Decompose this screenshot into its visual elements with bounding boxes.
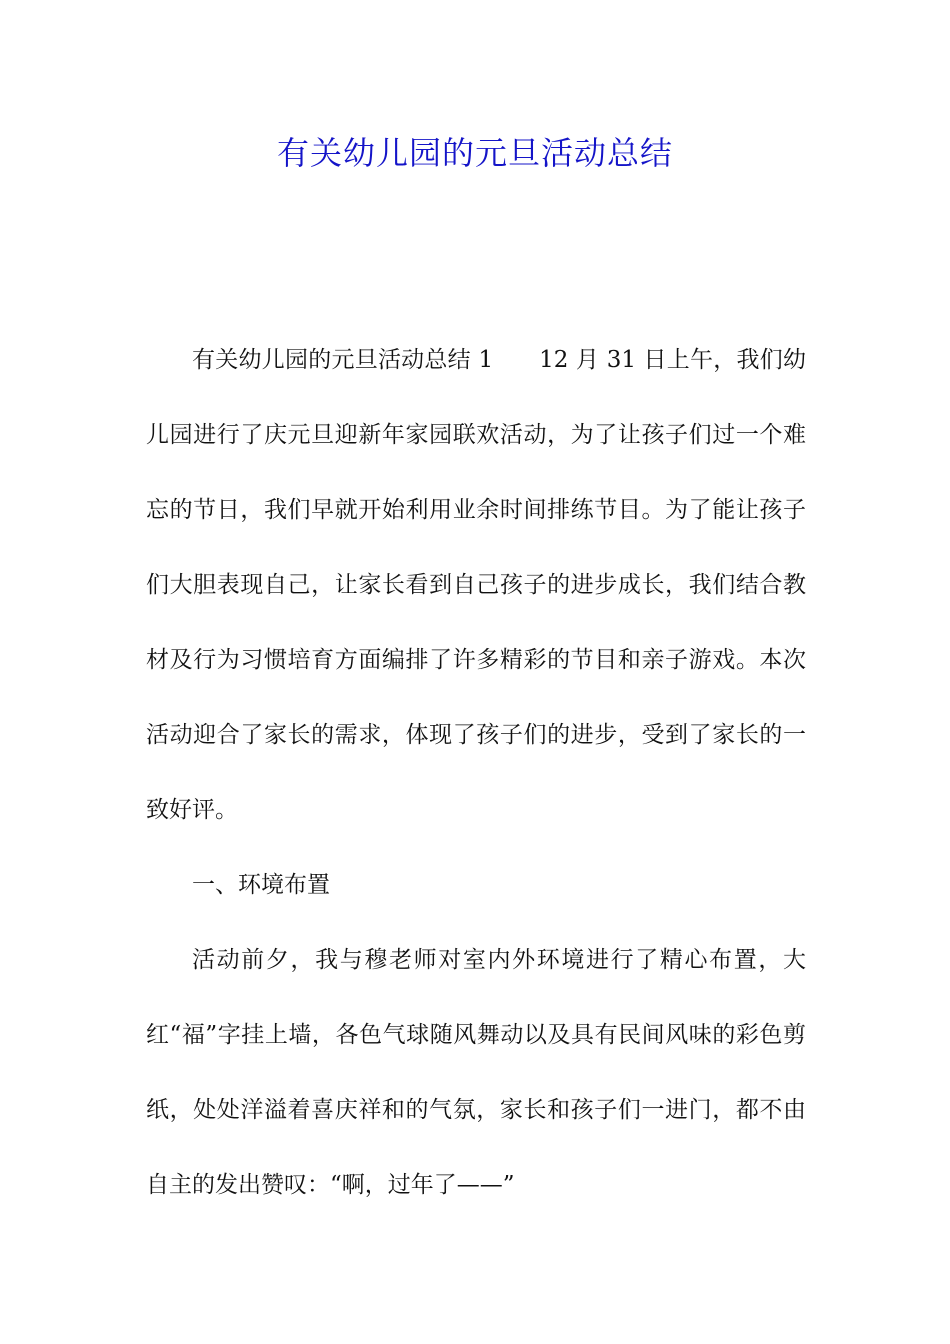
section-heading-environment: 一、环境布置 (192, 872, 330, 898)
intro-lead-text: 有关幼儿园的元旦活动总结 1 (192, 347, 494, 373)
document-body (146, 323, 806, 1223)
intro-body-text: 12 月 31 日上午，我们幼儿园进行了庆元旦迎新年家园联欢活动，为了让孩子们过一个难忘的节日，我们早就开始利用业余时间排练节目。为了能让孩子们大胆表现自己，让家长看到自己孩子的进步成长，我们结合教材及行为习惯培育方面编排了许多精彩的节目和亲子游戏。本次活动迎合了家长的需求，体现了孩子们的进步，受到了家长的一致好评。 (146, 347, 807, 823)
paragraph-intro (146, 323, 806, 848)
document-title: 有关幼儿园的元旦活动总结 (276, 134, 673, 172)
paragraph-environment: 活动前夕，我与穆老师对室内外环境进行了精心布置，大红“福”字挂上墙，各色气球随风舞动以及具有民间风味的彩色剪纸，处处洋溢着喜庆祥和的气氛，家长和孩子们一进门，都不由自主的发出赞叹：“啊，过年了——” (146, 947, 806, 1198)
